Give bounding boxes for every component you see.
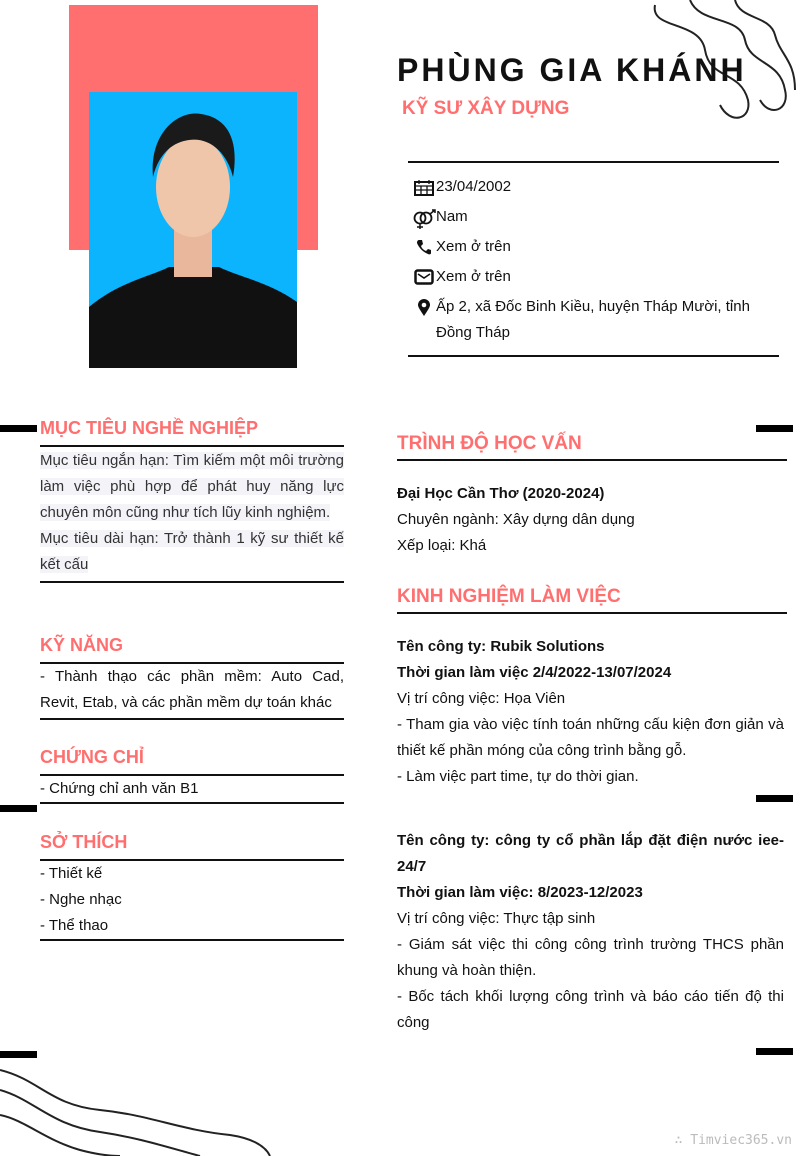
job-task: - Tham gia vào việc tính toán những cấu kiện đơn giản và thiết kế phần móng của công trình bằng gỗ.: [397, 716, 784, 759]
section-heading: TRÌNH ĐỘ HỌC VẤN: [397, 433, 582, 454]
contact-gender: Nam: [412, 204, 782, 230]
gender-icon: [412, 204, 436, 229]
candidate-name: PHÙNG GIA KHÁNH: [397, 52, 747, 88]
decor-bar: [0, 805, 37, 812]
decor-bar: [756, 425, 793, 432]
contact-birthday: 23/04/2002: [412, 174, 782, 200]
education-section: [397, 433, 784, 559]
job-company: Tên công ty: công ty cổ phần lắp đặt điện nước iee-24/7: [397, 832, 784, 875]
job-task: - Làm việc part time, tự do thời gian.: [397, 768, 639, 785]
job-position: Vị trí công việc: Họa Viên: [397, 690, 566, 707]
divider: [408, 161, 779, 163]
job-task: - Giám sát việc thi công công trình trường THCS phần khung và hoàn thiện.: [397, 936, 784, 979]
job-entry: [397, 828, 784, 1036]
hobby-item: - Thiết kế: [40, 865, 103, 882]
section-heading: MỤC TIÊU NGHỀ NGHIỆP: [40, 418, 259, 438]
school-name: Đại Học Cần Thơ (2020-2024): [397, 485, 605, 502]
certificate-item: - Chứng chỉ anh văn B1: [40, 780, 199, 797]
job-time: Thời gian làm việc 2/4/2022-13/07/2024: [397, 664, 672, 681]
contact-address: Ấp 2, xã Đốc Binh Kiều, huyện Tháp Mười, tỉnh Đồng Tháp: [412, 294, 782, 346]
objective-short: Mục tiêu ngắn hạn: Tìm kiếm một môi trường làm việc phù hợp để phát huy năng lực chuyên môn cũng như tích lũy kinh nghiệm.: [40, 452, 344, 521]
skills-section: [40, 635, 344, 720]
section-heading: KINH NGHIỆM LÀM VIỆC: [397, 586, 621, 607]
job-title: KỸ SƯ XÂY DỰNG: [402, 98, 570, 119]
wave-decoration-bottom: [0, 1060, 280, 1156]
job-company: Tên công ty: Rubik Solutions: [397, 638, 605, 655]
location-icon: [412, 294, 436, 317]
job-task: - Bốc tách khối lượng công trình và báo cáo tiến độ thi công: [397, 988, 784, 1031]
section-heading: SỞ THÍCH: [40, 832, 128, 852]
skill-item: - Thành thạo các phần mềm: Auto Cad, Revit, Etab, và các phần mềm dự toán khác: [40, 668, 344, 711]
job-entry: [397, 634, 784, 790]
experience-section: [397, 586, 784, 1036]
hobby-item: - Nghe nhạc: [40, 891, 122, 908]
section-heading: CHỨNG CHỈ: [40, 747, 144, 767]
job-position: Vị trí công việc: Thực tập sinh: [397, 910, 596, 927]
contact-phone: Xem ở trên: [412, 234, 782, 260]
decor-bar: [0, 425, 37, 432]
divider: [408, 355, 779, 357]
contact-info: [412, 174, 782, 350]
decor-bar: [756, 1048, 793, 1055]
certificates-section: [40, 747, 344, 804]
phone-icon: [412, 234, 436, 255]
hobbies-section: [40, 832, 344, 941]
objective-section: [40, 418, 344, 583]
objective-long: Mục tiêu dài hạn: Trở thành 1 kỹ sư thiết kế kết cấu: [40, 530, 344, 573]
email-icon: [412, 264, 436, 285]
profile-photo: [89, 92, 297, 368]
major: Chuyên ngành: Xây dựng dân dụng: [397, 511, 635, 528]
hobby-item: - Thể thao: [40, 917, 109, 934]
section-heading: KỸ NĂNG: [40, 635, 124, 655]
grade: Xếp loại: Khá: [397, 537, 487, 554]
decor-bar: [0, 1051, 37, 1058]
watermark: ∴ Timviec365.vn: [674, 1133, 792, 1148]
calendar-icon: [412, 174, 436, 196]
contact-email: Xem ở trên: [412, 264, 782, 290]
job-time: Thời gian làm việc: 8/2023-12/2023: [397, 884, 643, 901]
